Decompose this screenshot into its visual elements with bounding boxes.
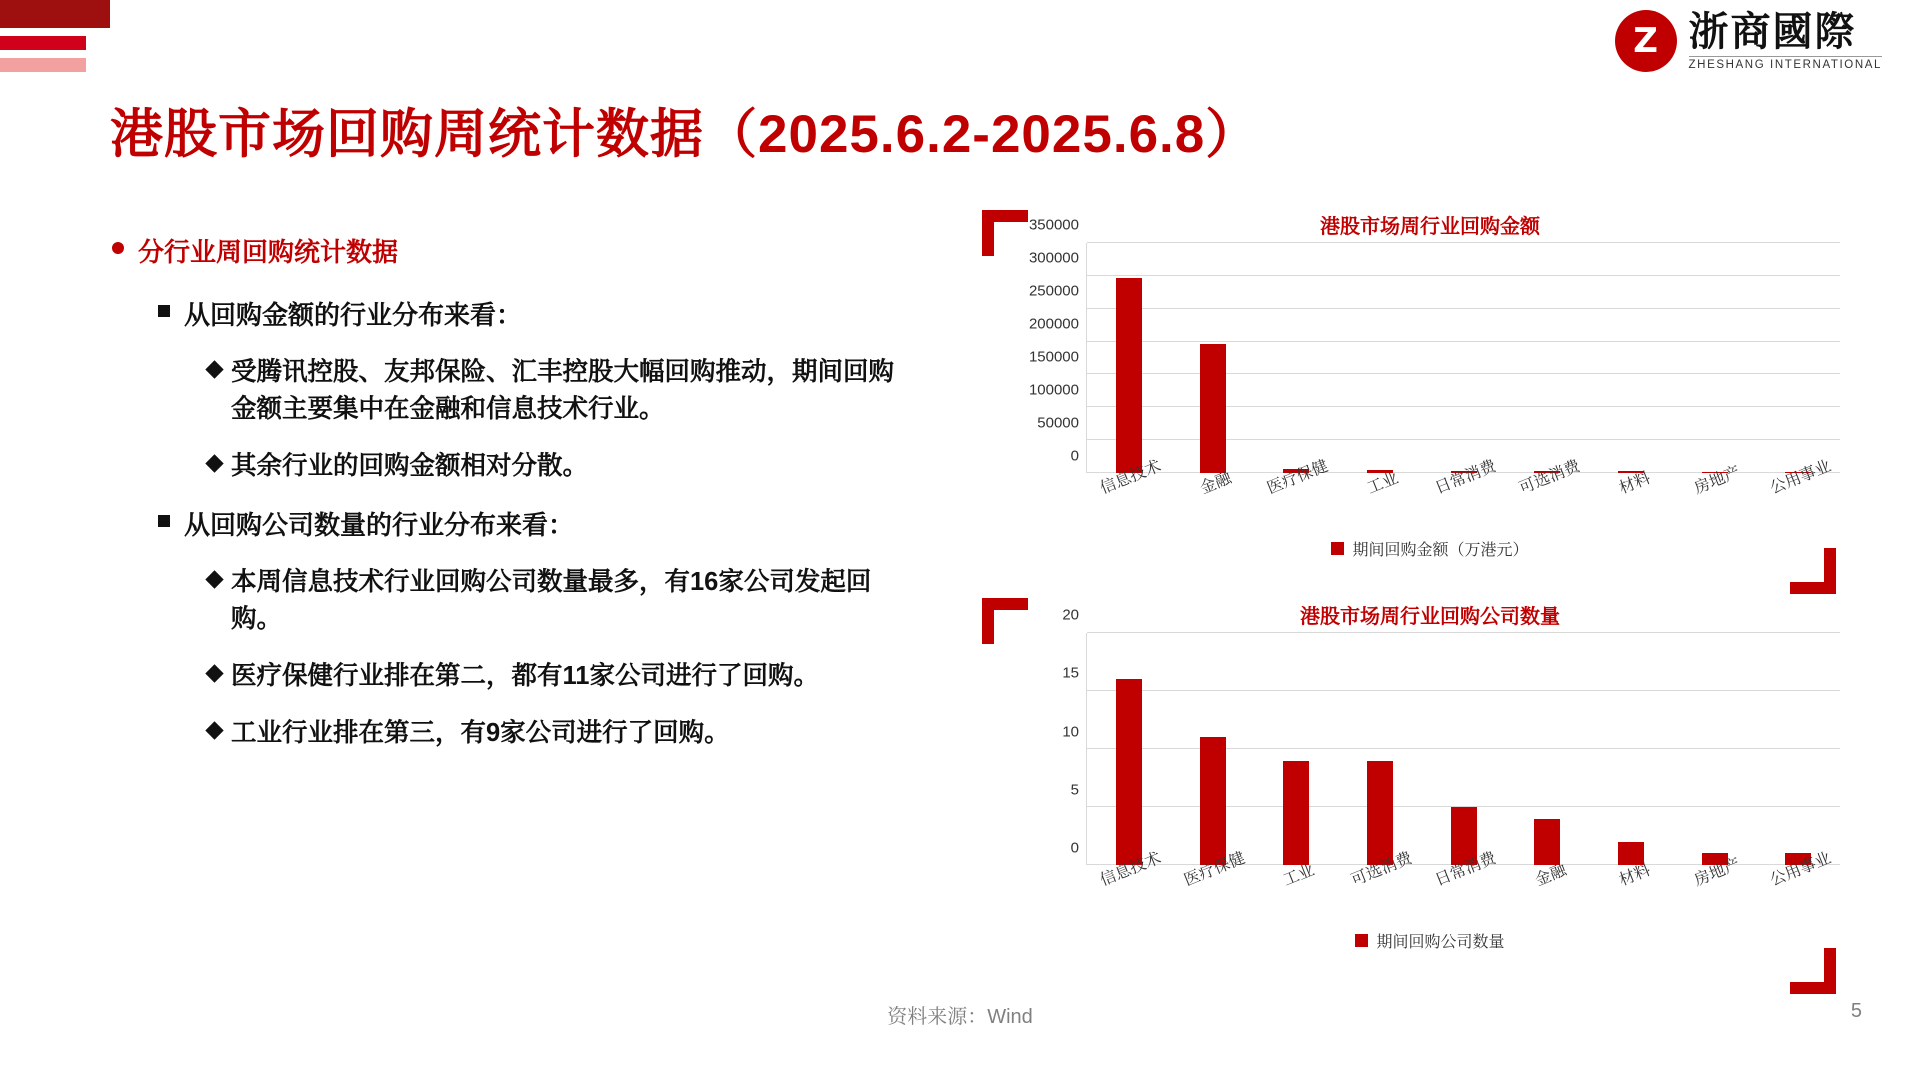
bullet-square-icon [158,515,170,527]
chart-x-tick-label: 工业 [1281,861,1318,890]
chart-x-tick-label: 可选消费 [1349,849,1415,890]
chart-x-tick-label: 医疗保健 [1181,849,1248,890]
chart-bar [1283,761,1309,865]
chart-bar [1200,737,1226,865]
chart-x-label-slot [1505,457,1589,535]
chart-bar [1367,761,1393,865]
chart-legend [990,929,1870,952]
chart-y-tick-label: 150000 [1028,348,1079,366]
chart-y-tick-label: 5 [1070,781,1079,799]
chart-x-label-slot [1254,861,1338,927]
bullet-level3-label: 医疗保健行业排在第二，都有11家公司进行了回购。 [231,661,819,690]
chart-x-tick-label: 日常消费 [1432,849,1499,890]
chart-y-tick-label: 350000 [1028,216,1079,234]
chart-bar-slot [1254,243,1338,473]
bullet-level2-label: 从回购公司数量的行业分布来看： [184,509,575,540]
legend-swatch-icon [1331,542,1344,555]
bullet-level2-label: 从回购金额的行业分布来看： [184,300,523,330]
chart-title: 港股市场周行业回购金额 [1320,216,1540,238]
logo-name-cn: 浙商國際 [1688,10,1857,54]
chart-bar-slot [1087,243,1171,473]
chart-bars [1087,243,1840,473]
chart-bar-slot [1589,633,1673,865]
chart-x-label-slot [1756,457,1840,535]
chart-bar-slot [1422,633,1506,865]
chart-bar-slot [1087,633,1171,865]
bullet-level3-label: 其余行业的回购金额相对分散。 [231,451,589,480]
chart-x-tick-label: 房地产 [1692,463,1744,498]
chart-bar-slot [1505,633,1589,865]
chart-x-axis-labels [1086,849,1840,927]
chart-repurchase-company-count [990,600,1870,1000]
chart-bar-slot [1673,243,1757,473]
chart-bar-slot [1338,243,1422,473]
bullet-level2-count [158,505,982,542]
bullet-diamond-icon [205,664,223,682]
legend-label: 期间回购公司数量 [1376,934,1505,951]
chart-bar [1116,278,1142,473]
chart-x-tick-label: 公用事业 [1767,849,1834,890]
source-note: 资料来源：Wind [887,1006,1033,1028]
chart-x-label-slot [1505,861,1589,927]
legend-label: 期间回购金额（万港元） [1352,542,1529,559]
chart-x-tick-label: 材料 [1616,861,1653,890]
chart-bar [1116,679,1142,865]
chart-x-label-slot [1170,849,1254,927]
bullet-list [112,232,982,772]
bullet-level1 [112,232,982,269]
bullet-level3-label: 受腾讯控股、友邦保险、汇丰控股大幅回购推动，期间回购金额主要集中在金融和信息技术行业。 [231,358,895,423]
bullet-dot-icon [112,242,124,254]
chart-y-tick-label: 300000 [1028,249,1079,267]
chart-x-label-slot [1086,457,1170,535]
chart-y-tick-label: 250000 [1028,282,1079,300]
chart-y-tick-label: 10 [1062,723,1079,740]
chart-x-tick-label: 医疗保健 [1265,457,1332,498]
chart-x-label-slot [1337,469,1421,535]
bullet-level3 [208,658,918,695]
chart-x-tick-label: 房地产 [1692,855,1744,890]
chart-x-label-slot [1756,849,1840,927]
chart-x-tick-label: 信息技术 [1097,849,1164,890]
chart-x-tick-label: 金融 [1532,861,1569,890]
bullet-level3 [208,564,918,638]
bullet-level1-label: 分行业周回购统计数据 [138,237,399,267]
chart-bar-slot [1756,633,1840,865]
chart-x-label-slot [1421,457,1505,535]
chart-bar [1200,344,1226,473]
chart-x-tick-label: 公用事业 [1767,457,1834,498]
chart-bar-slot [1171,243,1255,473]
legend-swatch-icon [1355,934,1368,947]
decor-bar-pink [0,58,86,72]
chart-y-tick-label: 0 [1070,447,1079,465]
logo-mark-icon: Z [1615,10,1677,72]
chart-x-label-slot [1672,855,1756,927]
bullet-level2-amount [158,295,982,332]
chart-x-label-slot [1589,861,1673,927]
chart-x-label-slot [1254,457,1338,535]
chart-title: 港股市场周行业回购公司数量 [1300,606,1560,628]
chart-x-tick-label: 金融 [1197,469,1234,498]
chart-x-tick-label: 信息技术 [1097,457,1164,498]
chart-bar-slot [1673,633,1757,865]
chart-y-tick-label: 15 [1062,664,1079,682]
company-logo [1615,10,1882,72]
chart-x-label-slot [1421,849,1505,927]
chart-y-tick-label: 100000 [1028,381,1079,399]
bullet-level3-label: 本周信息技术行业回购公司数量最多，有16家公司发起回购。 [231,567,872,633]
bullet-diamond-icon [205,721,223,739]
bullet-level3 [208,448,918,485]
chart-x-label-slot [1170,469,1254,535]
bullet-square-icon [158,305,170,317]
chart-bars [1087,633,1840,865]
bullet-level3 [208,354,918,428]
chart-bar-slot [1338,633,1422,865]
chart-bar-slot [1505,243,1589,473]
bullet-diamond-icon [205,454,223,472]
chart-x-label-slot [1589,469,1673,535]
chart-x-label-slot [1337,849,1421,927]
chart-y-tick-label: 0 [1070,839,1079,857]
chart-bar-slot [1589,243,1673,473]
chart-x-tick-label: 日常消费 [1432,457,1499,498]
bullet-diamond-icon [205,360,223,378]
chart-repurchase-amount [990,210,1870,600]
decor-bar-dark [0,0,110,28]
chart-x-label-slot [1672,463,1756,535]
chart-x-tick-label: 可选消费 [1516,457,1583,498]
chart-bar-slot [1756,243,1840,473]
page-number: 5 [1850,1000,1862,1022]
chart-legend [990,537,1870,560]
logo-text [1689,11,1882,71]
chart-bar-slot [1171,633,1255,865]
chart-bar-slot [1422,243,1506,473]
chart-y-tick-label: 20 [1062,606,1079,624]
chart-y-tick-label: 50000 [1037,414,1079,432]
bullet-level3 [208,715,918,752]
logo-name-en: ZHESHANG INTERNATIONAL [1689,56,1882,71]
chart-x-label-slot [1086,849,1170,927]
bullet-diamond-icon [205,570,223,588]
bullet-level3-label: 工业行业排在第三，有9家公司进行了回购。 [231,718,730,747]
chart-x-tick-label: 材料 [1616,469,1653,498]
chart-bar-slot [1254,633,1338,865]
page-title: 港股市场回购周统计数据（2025.6.2-2025.6.8） [110,105,1260,164]
decor-bar-red [0,36,86,50]
chart-x-tick-label: 工业 [1365,469,1402,498]
chart-x-axis-labels [1086,457,1840,535]
chart-y-tick-label: 200000 [1028,315,1079,333]
